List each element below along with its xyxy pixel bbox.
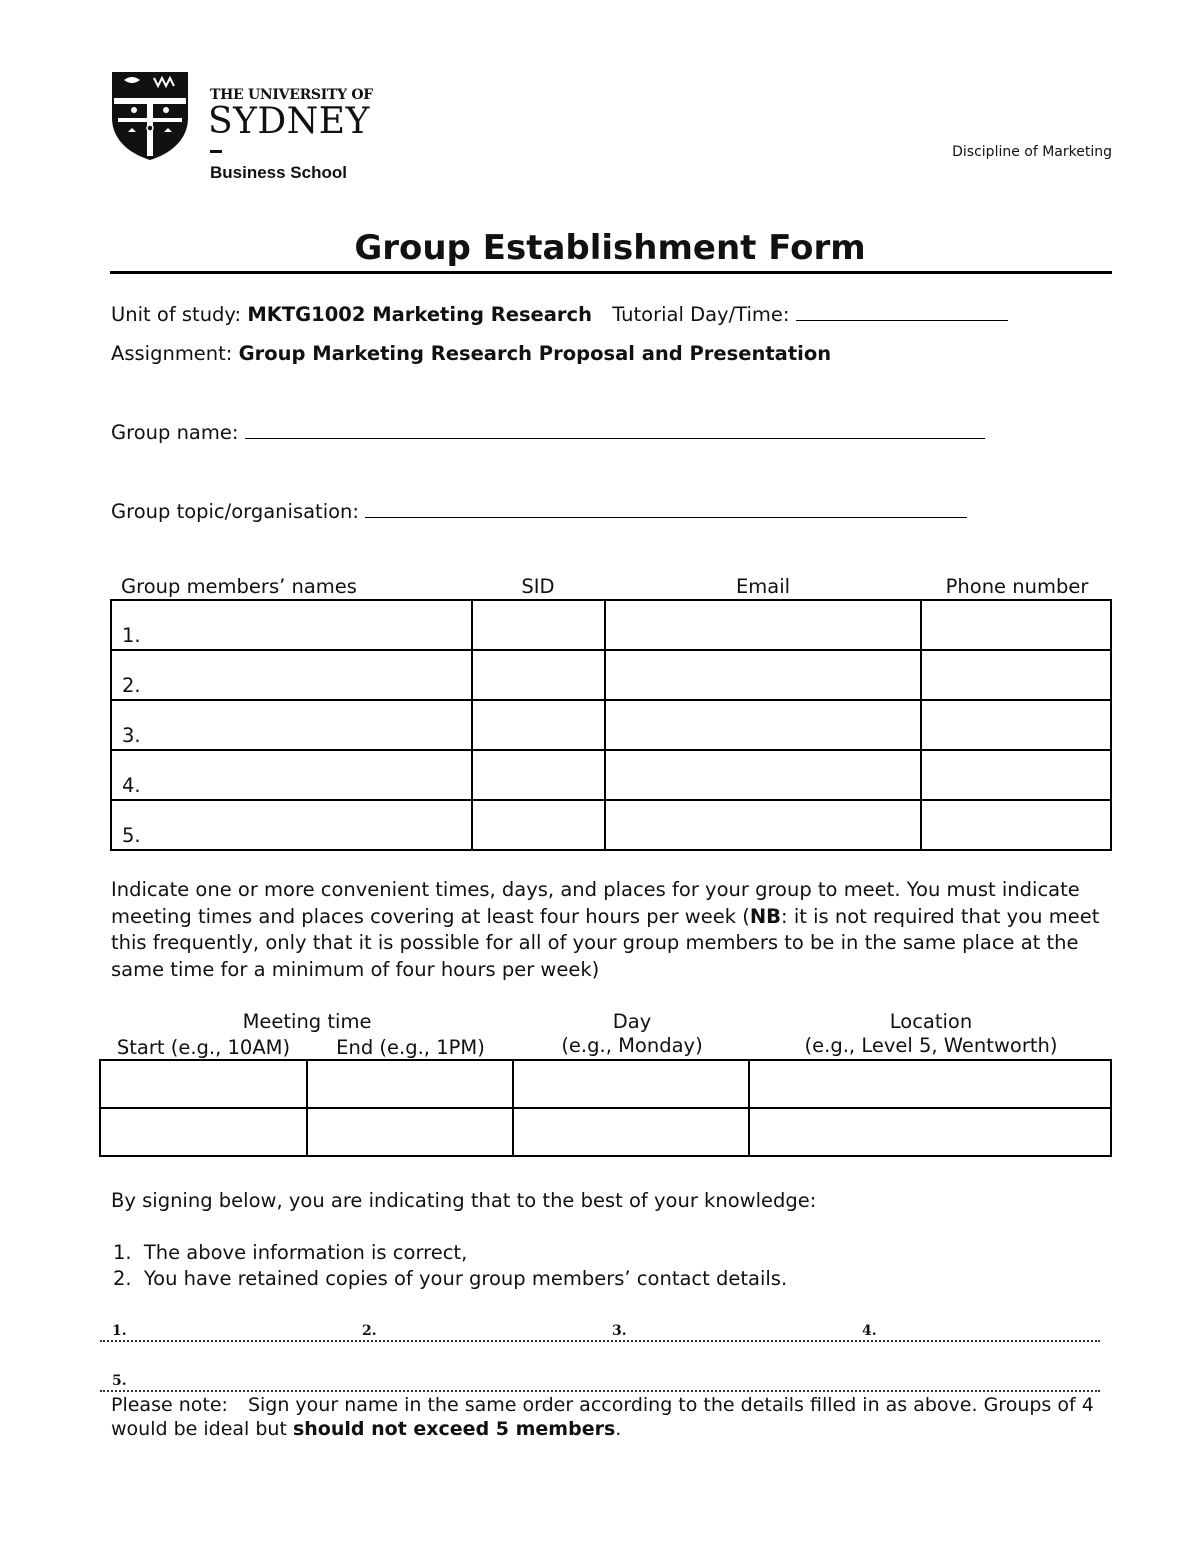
- meeting-time-header: Meeting time: [242, 1010, 372, 1033]
- location-example: (e.g., Level 5, Wentworth): [804, 1034, 1058, 1057]
- member-phone-cell[interactable]: [921, 700, 1111, 750]
- university-logo: [110, 70, 390, 185]
- declaration-item-1: [113, 1240, 467, 1267]
- item-text: The above information is correct,: [143, 1241, 468, 1264]
- signature-field-1[interactable]: [125, 1325, 355, 1341]
- item-number: 2.: [113, 1267, 132, 1290]
- end-time-cell[interactable]: [307, 1060, 514, 1108]
- group-topic-row: [111, 499, 967, 523]
- day-example: (e.g., Monday): [561, 1034, 703, 1057]
- member-email-cell[interactable]: [605, 750, 921, 800]
- signature-field-3[interactable]: [625, 1325, 855, 1341]
- logo-divider: [210, 150, 222, 153]
- group-topic-label: Group topic/organisation:: [111, 500, 359, 523]
- members-header-name: Group members’ names: [121, 575, 357, 598]
- signature-label-5: 5.: [112, 1373, 127, 1389]
- member-sid-cell[interactable]: [472, 700, 605, 750]
- unit-value: MKTG1002 Marketing Research: [247, 303, 592, 326]
- day-cell[interactable]: [513, 1108, 749, 1156]
- member-name-cell[interactable]: 4.: [111, 750, 472, 800]
- tutorial-label: Tutorial Day/Time:: [612, 303, 790, 326]
- member-email-cell[interactable]: [605, 600, 921, 650]
- university-crest-icon: [110, 70, 190, 162]
- table-row: [100, 1060, 1111, 1108]
- members-table: [110, 599, 1112, 851]
- university-name: SYDNEY: [208, 101, 370, 142]
- end-time-cell[interactable]: [307, 1108, 514, 1156]
- member-name-cell[interactable]: 3.: [111, 700, 472, 750]
- member-email-cell[interactable]: [605, 800, 921, 850]
- members-header-sid: SID: [521, 575, 555, 598]
- start-time-cell[interactable]: [100, 1060, 307, 1108]
- member-phone-cell[interactable]: [921, 800, 1111, 850]
- table-row: [111, 600, 1111, 650]
- member-name-cell[interactable]: 1.: [111, 600, 472, 650]
- start-time-cell[interactable]: [100, 1108, 307, 1156]
- meeting-table: [99, 1059, 1112, 1157]
- member-name-cell[interactable]: 2.: [111, 650, 472, 700]
- member-sid-cell[interactable]: [472, 800, 605, 850]
- member-sid-cell[interactable]: [472, 750, 605, 800]
- member-name-cell[interactable]: 5.: [111, 800, 472, 850]
- school-name: Business School: [210, 163, 347, 182]
- instructions-nb: NB: [749, 904, 782, 928]
- declaration-intro: By signing below, you are indicating that to the best of your knowledge:: [111, 1189, 817, 1212]
- item-number: 1.: [113, 1241, 132, 1264]
- assignment-value: Group Marketing Research Proposal and Presentation: [238, 342, 832, 365]
- signature-field-4[interactable]: [875, 1325, 1100, 1341]
- table-row: [111, 650, 1111, 700]
- table-row: [100, 1108, 1111, 1156]
- note-bold: should not exceed 5 members: [292, 1418, 616, 1440]
- assignment-label: Assignment:: [111, 342, 233, 365]
- note-text: Sign your name in the same order according to the details filled in as above. Groups of 4 would be ideal but: [111, 1394, 1094, 1440]
- discipline-label: Discipline of Marketing: [952, 144, 1112, 160]
- end-header: End (e.g., 1PM): [336, 1036, 485, 1059]
- unit-label: Unit of study:: [111, 303, 242, 326]
- table-row: [111, 800, 1111, 850]
- unit-row: [111, 302, 1008, 326]
- member-email-cell[interactable]: [605, 700, 921, 750]
- members-header-phone: Phone number: [945, 575, 1089, 598]
- declaration-item-2: [113, 1266, 787, 1293]
- member-phone-cell[interactable]: [921, 650, 1111, 700]
- signature-label-1: 1.: [112, 1323, 127, 1339]
- group-name-label: Group name:: [111, 421, 239, 444]
- university-name-top: THE UNIVERSITY OF: [210, 87, 373, 103]
- group-name-row: [111, 420, 985, 444]
- table-row: [111, 700, 1111, 750]
- note-paragraph: [111, 1393, 1111, 1441]
- group-name-field[interactable]: [245, 420, 985, 439]
- instructions-text-1: Indicate one or more convenient times, days, and places for your group to meet. You must indicate meeting times and places covering at least four hours per week (: [111, 878, 1080, 928]
- signature-field-5[interactable]: [125, 1375, 1100, 1391]
- note-prefix: Please note:: [111, 1394, 228, 1416]
- signature-label-4: 4.: [862, 1323, 877, 1339]
- day-cell[interactable]: [513, 1060, 749, 1108]
- meeting-instructions: [111, 877, 1121, 983]
- assignment-row: [111, 342, 831, 365]
- location-cell[interactable]: [749, 1108, 1111, 1156]
- start-header: Start (e.g., 10AM): [116, 1036, 291, 1059]
- members-header-email: Email: [735, 575, 791, 598]
- location-header: Location: [889, 1010, 973, 1033]
- member-phone-cell[interactable]: [921, 750, 1111, 800]
- signature-field-2[interactable]: [375, 1325, 605, 1341]
- item-text: You have retained copies of your group members’ contact details.: [143, 1267, 788, 1290]
- day-header: Day: [612, 1010, 652, 1033]
- form-title: Group Establishment Form: [354, 228, 866, 268]
- instructions-text-2: : it is not required that you meet this frequently, only that it is possible for all of your group members to be in the same place at the same time for a minimum of four hours per week): [111, 904, 1100, 981]
- member-email-cell[interactable]: [605, 650, 921, 700]
- table-row: [111, 750, 1111, 800]
- signature-label-2: 2.: [362, 1323, 377, 1339]
- member-sid-cell[interactable]: [472, 600, 605, 650]
- note-suffix: .: [615, 1418, 622, 1440]
- title-rule: [110, 271, 1112, 274]
- member-sid-cell[interactable]: [472, 650, 605, 700]
- location-cell[interactable]: [749, 1060, 1111, 1108]
- signature-label-3: 3.: [612, 1323, 627, 1339]
- member-phone-cell[interactable]: [921, 600, 1111, 650]
- tutorial-field[interactable]: [796, 302, 1008, 321]
- group-topic-field[interactable]: [365, 499, 967, 518]
